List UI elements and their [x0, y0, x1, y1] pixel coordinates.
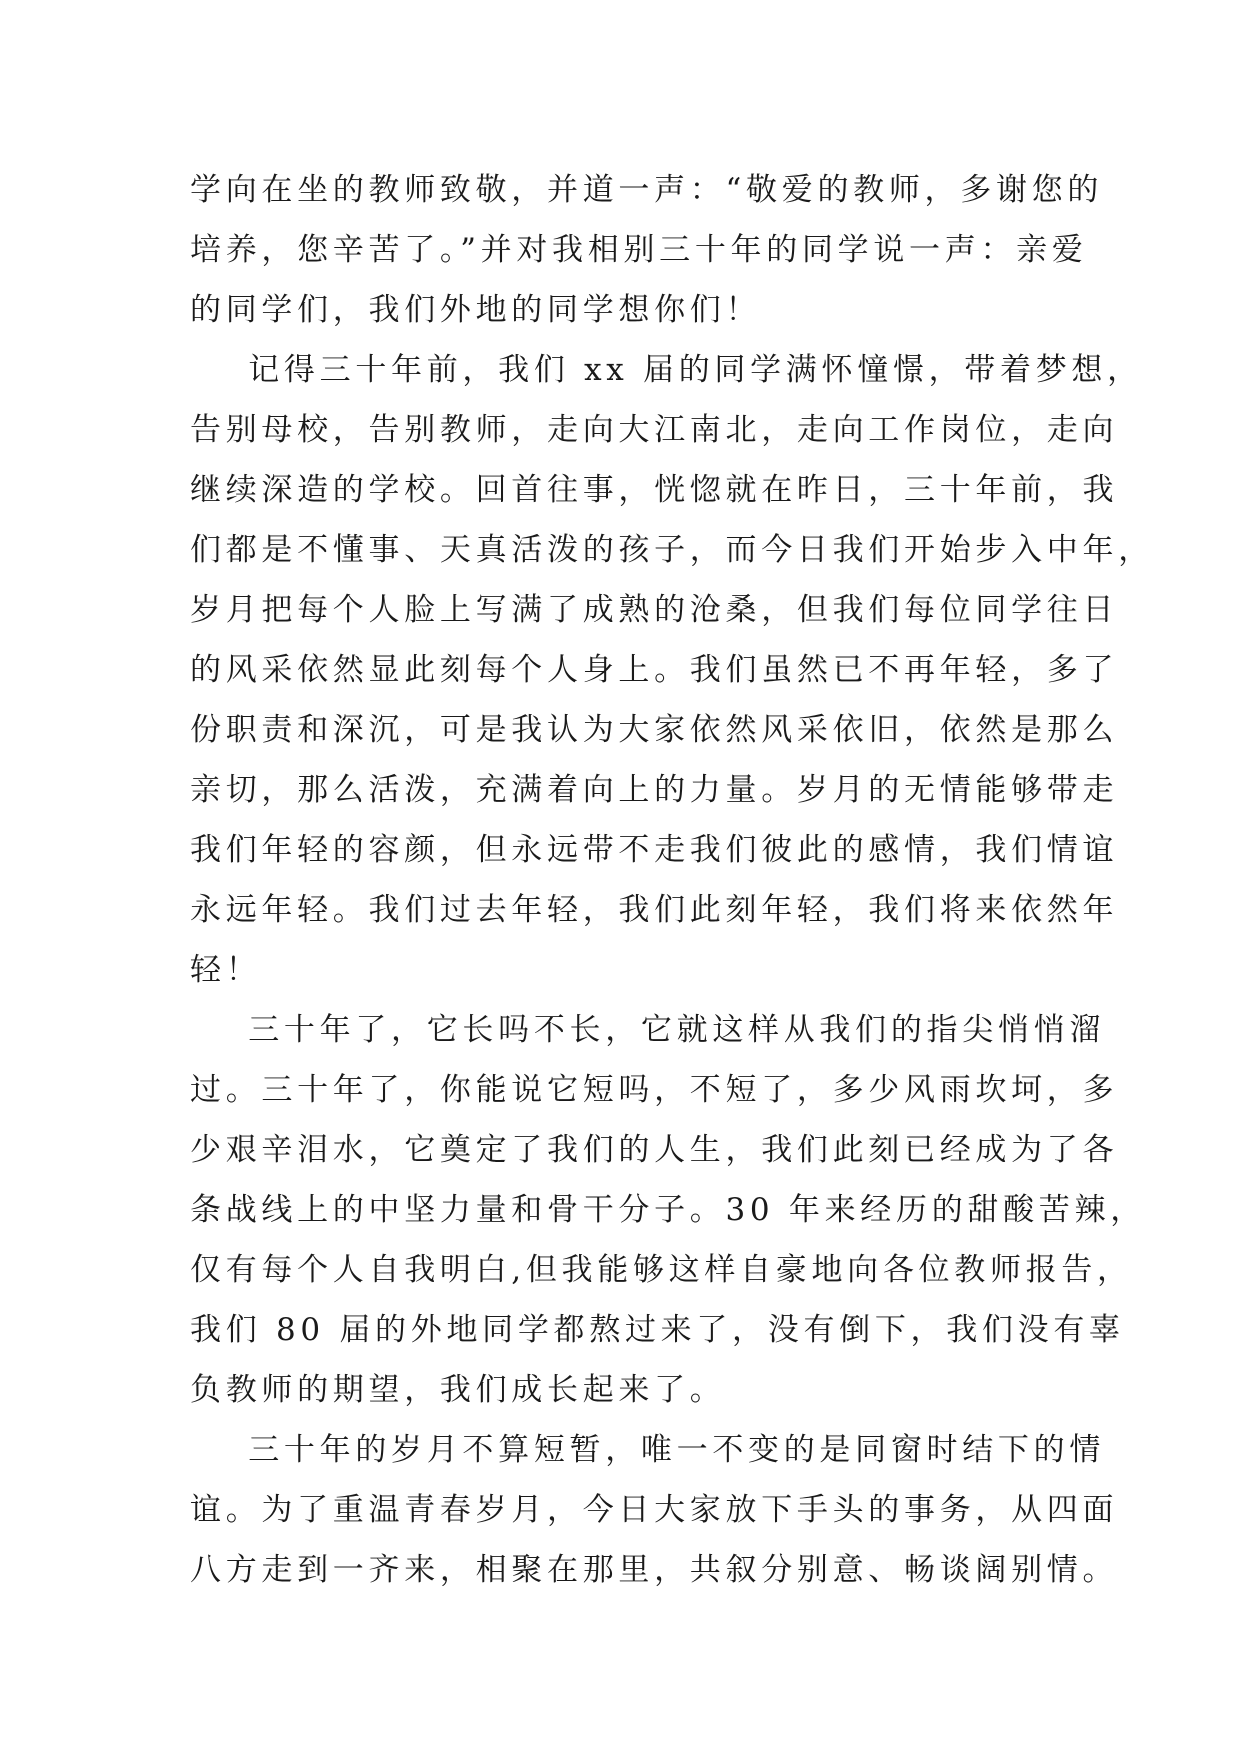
text-line: 的风采依然显此刻每个人身上。我们虽然已不再年轻，多了 [190, 652, 1119, 688]
text-line: 份职责和深沉，可是我认为大家依然风采依旧，依然是那么 [190, 712, 1119, 748]
text-line: 告别母校，告别教师，走向大江南北，走向工作岗位，走向 [190, 412, 1119, 448]
text-line: 三十年了，它长吗不长，它就这样从我们的指尖悄悄溜 [190, 1012, 1106, 1048]
text-line: 负教师的期望，我们成长起来了。 [190, 1372, 726, 1408]
text-line: 我们年轻的容颜，但永远带不走我们彼此的感情，我们情谊 [190, 832, 1119, 868]
text-line: 谊。为了重温青春岁月，今日大家放下手头的事务，从四面 [190, 1492, 1119, 1528]
document-body [190, 160, 1154, 1600]
text-line: 岁月把每个人脸上写满了成熟的沧桑，但我们每位同学往日 [190, 592, 1119, 628]
text-line: 三十年的岁月不算短暂，唯一不变的是同窗时结下的情 [190, 1432, 1106, 1468]
text-line: 少艰辛泪水，它奠定了我们的人生，我们此刻已经成为了各 [190, 1132, 1119, 1168]
text-line: 培养，您辛苦了。”并对我相别三十年的同学说一声：亲爱 [190, 232, 1088, 268]
text-line: 过。三十年了，你能说它短吗，不短了，多少风雨坎坷，多 [190, 1072, 1119, 1108]
text-line: 我们 80 届的外地同学都熬过来了，没有倒下，我们没有辜 [190, 1312, 1125, 1348]
text-line: 八方走到一齐来，相聚在那里，共叙分别意、畅谈阔别情。 [190, 1552, 1119, 1588]
text-line: 永远年轻。我们过去年轻，我们此刻年轻，我们将来依然年 [190, 892, 1119, 928]
text-line: 们都是不懂事、天真活泼的孩子，而今日我们开始步入中年， [190, 532, 1154, 568]
text-line: 亲切，那么活泼，充满着向上的力量。岁月的无情能够带走 [190, 772, 1119, 808]
text-line: 学向在坐的教师致敬，并道一声：“敬爱的教师，多谢您的 [190, 172, 1104, 208]
text-line: 的同学们，我们外地的同学想你们！ [190, 292, 762, 328]
text-line: 仅有每个人自我明白,但我能够这样自豪地向各位教师报告， [190, 1252, 1133, 1288]
text-line: 条战线上的中坚力量和骨干分子。30 年来经历的甜酸苦辣， [190, 1192, 1146, 1228]
text-line: 继续深造的学校。回首往事，恍惚就在昨日，三十年前，我 [190, 472, 1119, 508]
text-line: 记得三十年前，我们 xx 届的同学满怀憧憬，带着梦想， [190, 352, 1143, 388]
text-line: 轻！ [190, 952, 262, 988]
